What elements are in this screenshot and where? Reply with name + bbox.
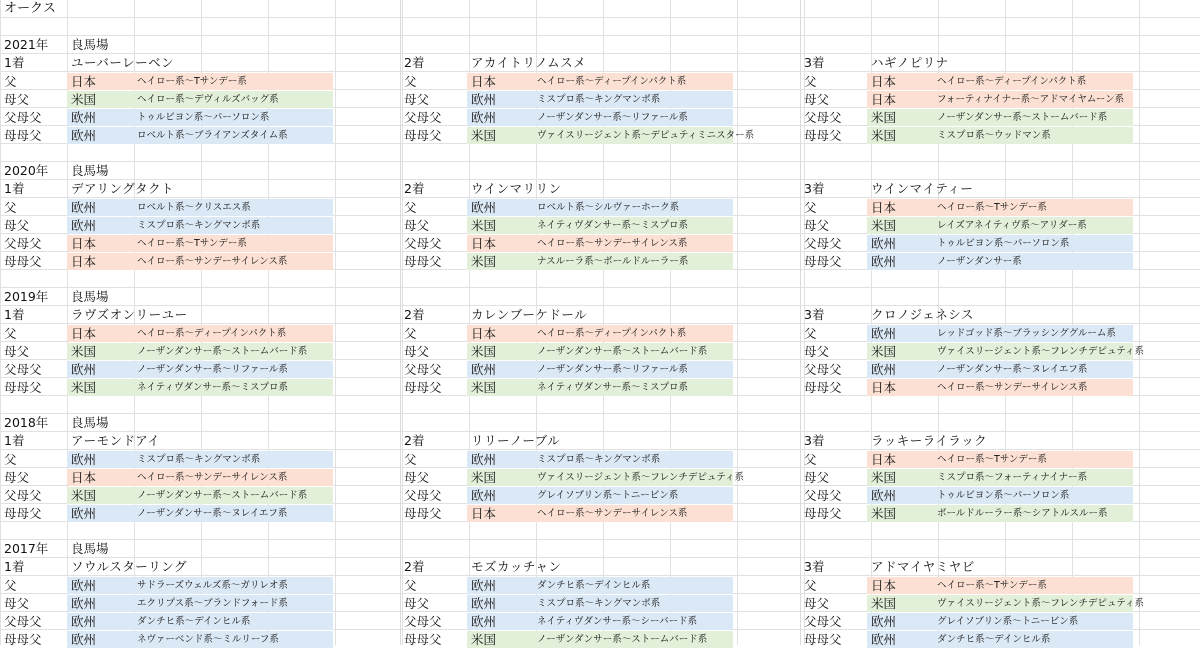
- sire-line-cell[interactable]: ロベルト系〜シルヴァーホーク系: [537, 202, 680, 213]
- country-cell[interactable]: 日本: [871, 380, 897, 395]
- pedigree-label-cell[interactable]: 母父: [4, 218, 30, 233]
- sire-line-cell[interactable]: ノーザンダンサー系〜ストームバード系: [937, 112, 1108, 123]
- sire-line-cell[interactable]: ノーザンダンサー系: [937, 256, 1022, 267]
- sire-line-cell[interactable]: ヘイロー系〜サンデーサイレンス系: [537, 238, 688, 249]
- pedigree-label-cell[interactable]: 母父: [404, 92, 430, 107]
- horse-name-cell[interactable]: モズカッチャン: [471, 559, 562, 574]
- pedigree-label-cell[interactable]: 母母父: [404, 128, 442, 143]
- country-cell[interactable]: 米国: [71, 92, 97, 107]
- horse-name-cell[interactable]: カレンブーケドール: [471, 307, 588, 322]
- pedigree-label-cell[interactable]: 父母父: [4, 110, 42, 125]
- sire-line-cell[interactable]: ネイティヴダンサー系〜ミスプロ系: [537, 382, 689, 393]
- horse-name-cell[interactable]: デアリングタクト: [71, 181, 175, 196]
- sire-line-cell[interactable]: ミスプロ系〜キングマンボ系: [537, 598, 661, 609]
- year-cell[interactable]: 2019年: [4, 289, 49, 304]
- track-condition-cell[interactable]: 良馬場: [71, 163, 109, 178]
- sire-line-cell[interactable]: レイズアネイティヴ系〜アリダー系: [937, 220, 1087, 231]
- country-cell[interactable]: 米国: [471, 632, 497, 647]
- country-cell[interactable]: 欧州: [71, 452, 97, 467]
- sire-line-cell[interactable]: ボールドルーラー系〜シアトルスルー系: [937, 508, 1108, 519]
- sheet-title[interactable]: オークス: [4, 1, 56, 16]
- sire-line-cell[interactable]: フォーティナイナー系〜アドマイヤムーン系: [937, 94, 1125, 105]
- pedigree-label-cell[interactable]: 父母父: [804, 110, 842, 125]
- horse-name-cell[interactable]: アカイトリノムスメ: [471, 55, 587, 70]
- pedigree-label-cell[interactable]: 母父: [4, 344, 30, 359]
- sire-line-cell[interactable]: レッドゴッド系〜ブラッシンググルーム系: [937, 328, 1116, 339]
- country-cell[interactable]: 日本: [871, 578, 897, 593]
- sire-line-cell[interactable]: ミスプロ系〜キングマンボ系: [137, 220, 261, 231]
- sire-line-cell[interactable]: サドラーズウェルズ系〜ガリレオ系: [137, 580, 288, 591]
- country-cell[interactable]: 欧州: [471, 362, 497, 377]
- sire-line-cell[interactable]: ヘイロー系〜Tサンデー系: [937, 454, 1047, 465]
- country-cell[interactable]: 米国: [871, 596, 897, 611]
- sire-line-cell[interactable]: ヘイロー系〜ディープインパクト系: [937, 76, 1087, 87]
- sire-line-cell[interactable]: ヴァイスリージェント系〜フレンチデピュティ系: [937, 346, 1145, 357]
- pedigree-label-cell[interactable]: 父: [804, 578, 817, 593]
- place-cell[interactable]: 2着: [404, 433, 425, 448]
- sire-line-cell[interactable]: トゥルビヨン系〜パーソロン系: [937, 238, 1070, 249]
- pedigree-label-cell[interactable]: 母母父: [4, 632, 42, 647]
- country-cell[interactable]: 米国: [471, 128, 497, 143]
- horse-name-cell[interactable]: クロノジェネシス: [871, 307, 974, 322]
- sire-line-cell[interactable]: ミスプロ系〜キングマンボ系: [537, 454, 661, 465]
- country-cell[interactable]: 欧州: [71, 200, 97, 215]
- sire-line-cell[interactable]: ノーザンダンサー系〜ストームバード系: [537, 346, 708, 357]
- pedigree-label-cell[interactable]: 父母父: [404, 362, 442, 377]
- pedigree-label-cell[interactable]: 父母父: [804, 488, 842, 503]
- pedigree-label-cell[interactable]: 母父: [4, 92, 30, 107]
- country-cell[interactable]: 米国: [871, 128, 897, 143]
- sire-line-cell[interactable]: ヴァイスリージェント系〜フレンチデピュティ系: [937, 598, 1145, 609]
- country-cell[interactable]: 米国: [871, 110, 897, 125]
- country-cell[interactable]: 欧州: [71, 110, 97, 125]
- country-cell[interactable]: 欧州: [471, 110, 497, 125]
- country-cell[interactable]: 欧州: [71, 506, 97, 521]
- pedigree-label-cell[interactable]: 父: [804, 74, 817, 89]
- pedigree-label-cell[interactable]: 父: [4, 74, 17, 89]
- country-cell[interactable]: 欧州: [471, 92, 497, 107]
- pedigree-label-cell[interactable]: 母父: [4, 470, 30, 485]
- sire-line-cell[interactable]: ヘイロー系〜Tサンデー系: [937, 202, 1047, 213]
- sire-line-cell[interactable]: ダンチヒ系〜デインヒル系: [937, 634, 1051, 645]
- pedigree-label-cell[interactable]: 母母父: [404, 254, 442, 269]
- sire-line-cell[interactable]: ヴァイスリージェント系〜デピュティミニスター系: [537, 130, 755, 141]
- sire-line-cell[interactable]: ヘイロー系〜Tサンデー系: [137, 76, 247, 87]
- country-cell[interactable]: 日本: [871, 200, 897, 215]
- country-cell[interactable]: 欧州: [471, 614, 497, 629]
- country-cell[interactable]: 欧州: [471, 578, 497, 593]
- sire-line-cell[interactable]: ノーザンダンサー系〜リファール系: [137, 364, 288, 375]
- pedigree-label-cell[interactable]: 母母父: [4, 506, 42, 521]
- sire-line-cell[interactable]: グレイソブリン系〜トニービン系: [537, 490, 679, 501]
- country-cell[interactable]: 欧州: [871, 236, 897, 251]
- place-cell[interactable]: 3着: [804, 181, 825, 196]
- sire-line-cell[interactable]: ネヴァーベンド系〜ミルリーフ系: [137, 634, 279, 645]
- pedigree-label-cell[interactable]: 母父: [804, 218, 830, 233]
- pedigree-label-cell[interactable]: 父: [404, 452, 417, 467]
- pedigree-label-cell[interactable]: 父母父: [404, 236, 442, 251]
- place-cell[interactable]: 2着: [404, 181, 425, 196]
- sire-line-cell[interactable]: ミスプロ系〜キングマンボ系: [137, 454, 261, 465]
- country-cell[interactable]: 米国: [871, 218, 897, 233]
- horse-name-cell[interactable]: ソウルスターリング: [71, 559, 188, 574]
- sire-line-cell[interactable]: ロベルト系〜クリスエス系: [137, 202, 251, 213]
- year-cell[interactable]: 2021年: [4, 37, 49, 52]
- sire-line-cell[interactable]: ノーザンダンサー系〜ストームバード系: [137, 490, 308, 501]
- sire-line-cell[interactable]: ダンチヒ系〜デインヒル系: [537, 580, 651, 591]
- sire-line-cell[interactable]: ヴァイスリージェント系〜フレンチデピュティ系: [537, 472, 745, 483]
- country-cell[interactable]: 欧州: [71, 128, 97, 143]
- pedigree-label-cell[interactable]: 父母父: [404, 488, 442, 503]
- horse-name-cell[interactable]: ラヴズオンリーユー: [71, 307, 188, 322]
- country-cell[interactable]: 欧州: [471, 488, 497, 503]
- country-cell[interactable]: 欧州: [71, 218, 97, 233]
- sire-line-cell[interactable]: ネイティヴダンサー系〜ミスプロ系: [137, 382, 289, 393]
- country-cell[interactable]: 欧州: [71, 632, 97, 647]
- pedigree-label-cell[interactable]: 母母父: [4, 254, 42, 269]
- place-cell[interactable]: 3着: [804, 307, 825, 322]
- pedigree-label-cell[interactable]: 父母父: [4, 614, 42, 629]
- pedigree-label-cell[interactable]: 父: [804, 200, 817, 215]
- track-condition-cell[interactable]: 良馬場: [71, 37, 109, 52]
- horse-name-cell[interactable]: ハギノピリナ: [871, 55, 949, 70]
- country-cell[interactable]: 欧州: [871, 614, 897, 629]
- place-cell[interactable]: 2着: [404, 55, 425, 70]
- country-cell[interactable]: 日本: [871, 92, 897, 107]
- group-divider: [800, 0, 801, 645]
- pedigree-label-cell[interactable]: 母父: [4, 596, 30, 611]
- year-cell[interactable]: 2018年: [4, 415, 49, 430]
- horse-name-cell[interactable]: ユーバーレーベン: [71, 55, 175, 70]
- pedigree-label-cell[interactable]: 父母父: [4, 362, 42, 377]
- sire-line-cell[interactable]: ノーザンダンサー系〜ストームバード系: [137, 346, 308, 357]
- pedigree-label-cell[interactable]: 母父: [804, 596, 830, 611]
- year-cell[interactable]: 2020年: [4, 163, 49, 178]
- sire-line-cell[interactable]: ヘイロー系〜サンデーサイレンス系: [137, 256, 288, 267]
- country-cell[interactable]: 欧州: [871, 362, 897, 377]
- place-cell[interactable]: 1着: [4, 307, 25, 322]
- country-cell[interactable]: 米国: [471, 470, 497, 485]
- country-cell[interactable]: 日本: [471, 326, 497, 341]
- sire-line-cell[interactable]: ヘイロー系〜ディープインパクト系: [537, 328, 687, 339]
- horse-name-cell[interactable]: ウインマリリン: [471, 181, 562, 196]
- horse-name-cell[interactable]: ウインマイティー: [871, 181, 974, 196]
- group-divider: [400, 0, 401, 645]
- pedigree-label-cell[interactable]: 父母父: [404, 110, 442, 125]
- sire-line-cell[interactable]: ヘイロー系〜ディープインパクト系: [137, 328, 287, 339]
- country-cell[interactable]: 日本: [71, 326, 97, 341]
- pedigree-label-cell[interactable]: 母父: [804, 470, 830, 485]
- pedigree-label-cell[interactable]: 母母父: [804, 128, 842, 143]
- horse-name-cell[interactable]: アーモンドアイ: [71, 433, 161, 448]
- pedigree-label-cell[interactable]: 母母父: [804, 254, 842, 269]
- country-cell[interactable]: 欧州: [471, 452, 497, 467]
- track-condition-cell[interactable]: 良馬場: [71, 415, 109, 430]
- pedigree-label-cell[interactable]: 母母父: [804, 380, 842, 395]
- pedigree-label-cell[interactable]: 父母父: [804, 614, 842, 629]
- country-cell[interactable]: 米国: [871, 344, 897, 359]
- country-cell[interactable]: 米国: [871, 470, 897, 485]
- country-cell[interactable]: 日本: [471, 506, 497, 521]
- country-cell[interactable]: 欧州: [71, 596, 97, 611]
- sire-line-cell[interactable]: ミスプロ系〜キングマンボ系: [537, 94, 661, 105]
- country-cell[interactable]: 日本: [471, 236, 497, 251]
- place-cell[interactable]: 1着: [4, 433, 25, 448]
- country-cell[interactable]: 米国: [471, 344, 497, 359]
- place-cell[interactable]: 3着: [804, 559, 825, 574]
- pedigree-label-cell[interactable]: 父母父: [404, 614, 442, 629]
- country-cell[interactable]: 欧州: [471, 596, 497, 611]
- country-cell[interactable]: 米国: [71, 380, 97, 395]
- pedigree-label-cell[interactable]: 父: [404, 578, 417, 593]
- country-cell[interactable]: 欧州: [71, 614, 97, 629]
- sire-line-cell[interactable]: ノーザンダンサー系〜ヌレイエフ系: [937, 364, 1088, 375]
- sire-line-cell[interactable]: ヘイロー系〜デヴィルズバッグ系: [137, 94, 279, 105]
- country-cell[interactable]: 米国: [871, 506, 897, 521]
- pedigree-label-cell[interactable]: 母母父: [4, 380, 42, 395]
- pedigree-label-cell[interactable]: 母父: [404, 344, 430, 359]
- country-cell[interactable]: 日本: [71, 74, 97, 89]
- sire-line-cell[interactable]: ミスプロ系〜ウッドマン系: [937, 130, 1051, 141]
- sire-line-cell[interactable]: ノーザンダンサー系〜ストームバード系: [537, 634, 708, 645]
- pedigree-label-cell[interactable]: 父: [804, 326, 817, 341]
- sire-line-cell[interactable]: ネイティヴダンサー系〜シーバード系: [537, 616, 698, 627]
- pedigree-label-cell[interactable]: 母父: [404, 470, 430, 485]
- pedigree-label-cell[interactable]: 母母父: [404, 380, 442, 395]
- sire-line-cell[interactable]: ヘイロー系〜サンデーサイレンス系: [537, 508, 688, 519]
- country-cell[interactable]: 欧州: [71, 362, 97, 377]
- sire-line-cell[interactable]: ヘイロー系〜ディープインパクト系: [537, 76, 687, 87]
- sire-line-cell[interactable]: ノーザンダンサー系〜リファール系: [537, 112, 688, 123]
- year-cell[interactable]: 2017年: [4, 541, 49, 556]
- pedigree-label-cell[interactable]: 母父: [404, 596, 430, 611]
- pedigree-label-cell[interactable]: 父母父: [804, 236, 842, 251]
- pedigree-label-cell[interactable]: 父: [404, 326, 417, 341]
- sire-line-cell[interactable]: ノーザンダンサー系〜リファール系: [537, 364, 688, 375]
- country-cell[interactable]: 日本: [471, 74, 497, 89]
- sire-line-cell[interactable]: グレイソブリン系〜トニービン系: [937, 616, 1079, 627]
- pedigree-label-cell[interactable]: 母母父: [404, 632, 442, 647]
- place-cell[interactable]: 2着: [404, 307, 425, 322]
- pedigree-label-cell[interactable]: 父: [4, 200, 17, 215]
- country-cell[interactable]: 日本: [871, 74, 897, 89]
- country-cell[interactable]: 米国: [471, 218, 497, 233]
- pedigree-label-cell[interactable]: 母母父: [404, 506, 442, 521]
- sire-line-cell[interactable]: ヘイロー系〜Tサンデー系: [137, 238, 247, 249]
- sire-line-cell[interactable]: ロベルト系〜ブライアンズタイム系: [137, 130, 288, 141]
- pedigree-label-cell[interactable]: 父: [404, 200, 417, 215]
- place-cell[interactable]: 1着: [4, 559, 25, 574]
- pedigree-label-cell[interactable]: 母母父: [4, 128, 42, 143]
- pedigree-label-cell[interactable]: 父母父: [4, 236, 42, 251]
- pedigree-label-cell[interactable]: 母母父: [804, 632, 842, 647]
- place-cell[interactable]: 3着: [804, 55, 825, 70]
- country-cell[interactable]: 米国: [71, 488, 97, 503]
- country-cell[interactable]: 欧州: [871, 488, 897, 503]
- track-condition-cell[interactable]: 良馬場: [71, 541, 109, 556]
- pedigree-label-cell[interactable]: 母父: [804, 344, 830, 359]
- country-cell[interactable]: 欧州: [871, 254, 897, 269]
- sire-line-cell[interactable]: トゥルビヨン系〜パーソロン系: [937, 490, 1070, 501]
- sire-line-cell[interactable]: ノーザンダンサー系〜ヌレイエフ系: [137, 508, 288, 519]
- pedigree-label-cell[interactable]: 父: [4, 452, 17, 467]
- country-cell[interactable]: 欧州: [71, 578, 97, 593]
- sire-line-cell[interactable]: ナスルーラ系〜ボールドルーラー系: [537, 256, 689, 267]
- country-cell[interactable]: 日本: [71, 470, 97, 485]
- sire-line-cell[interactable]: ヘイロー系〜サンデーサイレンス系: [937, 382, 1088, 393]
- country-cell[interactable]: 日本: [871, 452, 897, 467]
- sire-line-cell[interactable]: ミスプロ系〜フォーティナイナー系: [937, 472, 1088, 483]
- sire-line-cell[interactable]: トゥルビヨン系〜パーソロン系: [137, 112, 270, 123]
- country-cell[interactable]: 日本: [71, 236, 97, 251]
- sire-line-cell[interactable]: ダンチヒ系〜デインヒル系: [137, 616, 251, 627]
- pedigree-label-cell[interactable]: 母父: [404, 218, 430, 233]
- place-cell[interactable]: 2着: [404, 559, 425, 574]
- pedigree-label-cell[interactable]: 父母父: [804, 362, 842, 377]
- country-cell[interactable]: 米国: [471, 380, 497, 395]
- country-cell[interactable]: 米国: [471, 254, 497, 269]
- place-cell[interactable]: 1着: [4, 55, 25, 70]
- country-cell[interactable]: 日本: [71, 254, 97, 269]
- pedigree-label-cell[interactable]: 母母父: [804, 506, 842, 521]
- place-cell[interactable]: 1着: [4, 181, 25, 196]
- country-cell[interactable]: 欧州: [871, 632, 897, 647]
- country-cell[interactable]: 欧州: [871, 326, 897, 341]
- country-cell[interactable]: 米国: [71, 344, 97, 359]
- pedigree-label-cell[interactable]: 父: [4, 578, 17, 593]
- country-cell[interactable]: 欧州: [471, 200, 497, 215]
- horse-name-cell[interactable]: アドマイヤミヤビ: [871, 559, 975, 574]
- track-condition-cell[interactable]: 良馬場: [71, 289, 109, 304]
- pedigree-label-cell[interactable]: 父: [404, 74, 417, 89]
- sire-line-cell[interactable]: ヘイロー系〜Tサンデー系: [937, 580, 1047, 591]
- sire-line-cell[interactable]: エクリプス系〜ブランドフォード系: [137, 598, 288, 609]
- horse-name-cell[interactable]: ラッキーライラック: [871, 433, 988, 448]
- pedigree-label-cell[interactable]: 父母父: [4, 488, 42, 503]
- pedigree-label-cell[interactable]: 母父: [804, 92, 830, 107]
- sire-line-cell[interactable]: ヘイロー系〜サンデーサイレンス系: [137, 472, 288, 483]
- pedigree-label-cell[interactable]: 父: [804, 452, 817, 467]
- pedigree-label-cell[interactable]: 父: [4, 326, 17, 341]
- place-cell[interactable]: 3着: [804, 433, 825, 448]
- horse-name-cell[interactable]: リリーノーブル: [471, 433, 561, 448]
- sire-line-cell[interactable]: ネイティヴダンサー系〜ミスプロ系: [537, 220, 689, 231]
